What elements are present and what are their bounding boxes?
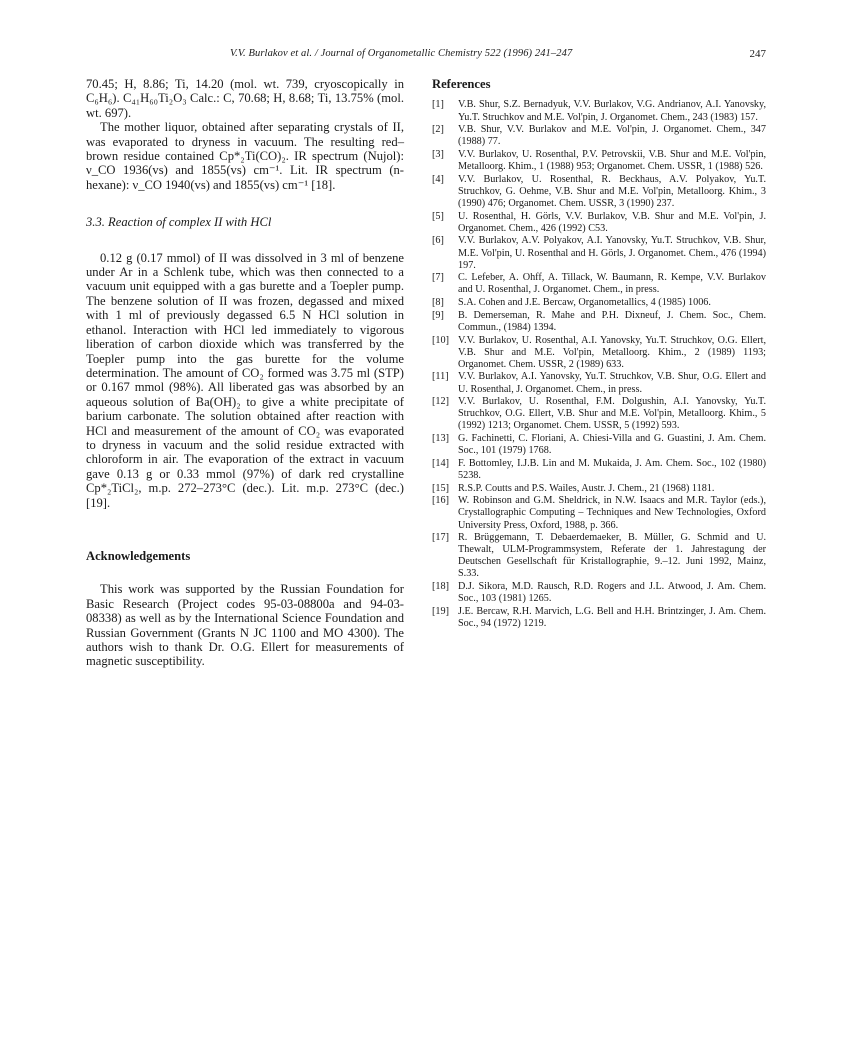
reference-text: W. Robinson and G.M. Sheldrick, in N.W. Isaacs and M.R. Taylor (eds.), Crystallographic Computing – Techniques and New Technologies, Oxford University Press, Oxford, 1988, p. 366. — [458, 495, 766, 531]
reference-text: V.B. Shur, V.V. Burlakov and M.E. Vol'pin, J. Organomet. Chem., 347 (1988) 77. — [458, 124, 766, 148]
reference-item — [432, 483, 766, 495]
acknowledgements-heading: Acknowledgements — [86, 548, 191, 563]
reference-text: V.B. Shur, S.Z. Bernadyuk, V.V. Burlakov, V.G. Andrianov, A.I. Yanovsky, Yu.T. Struchkov and M.E. Vol'pin, J. Organomet. Chem., 243 (1983) 157. — [458, 99, 766, 123]
reference-number: [6] — [432, 235, 444, 247]
reference-item — [432, 396, 766, 432]
reference-text: J.E. Bercaw, R.H. Marvich, L.G. Bell and H.H. Brintzinger, J. Am. Chem. Soc., 94 (1972) 1219. — [458, 605, 766, 630]
reference-item — [432, 532, 766, 580]
reference-number: [16] — [432, 495, 449, 507]
references-heading: References — [432, 77, 491, 91]
left-column — [86, 77, 404, 669]
reference-number: [19] — [432, 605, 449, 617]
reference-item — [432, 174, 766, 210]
reference-number: [18] — [432, 581, 449, 593]
reference-item — [432, 371, 766, 395]
reference-number: [4] — [432, 173, 444, 185]
reference-item — [432, 235, 766, 271]
reference-item — [432, 99, 766, 123]
reference-list — [432, 99, 766, 630]
section-heading: 3.3. Reaction of complex II with HCl — [86, 215, 272, 230]
reference-number: [12] — [432, 396, 449, 408]
reference-number: [1] — [432, 99, 444, 111]
reference-number: [3] — [432, 148, 444, 160]
reference-text: R.S.P. Coutts and P.S. Wailes, Austr. J. Chem., 21 (1968) 1181. — [458, 482, 715, 494]
reference-text: F. Bottomley, I.J.B. Lin and M. Mukaida, J. Am. Chem. Soc., 102 (1980) 5238. — [458, 457, 766, 481]
running-head: V.V. Burlakov et al. / Journal of Organometallic Chemistry 522 (1996) 241–247 — [230, 48, 573, 59]
reference-number: [10] — [432, 334, 449, 346]
page-number: 247 — [749, 48, 766, 60]
reference-text: V.V. Burlakov, A.V. Polyakov, A.I. Yanovsky, Yu.T. Struchkov, V.B. Shur, M.E. Vol'pin, U. Rosenthal and H. Görls, J. Organomet. Chem., 476 (1994) 197. — [458, 235, 766, 271]
reference-item — [432, 581, 766, 605]
body-paragraph-1: 70.45; H, 8.86; Ti, 14.20 (mol. wt. 739, cryoscopically in C₆H₆). C₄₁H₆₀Ti₂O₃ Calc.: C, 70.68; H, 8.68; Ti, 13.75% (mol. wt. 697). — [86, 77, 404, 120]
acknowledgements-text: This work was supported by the Russian Foundation for Basic Research (Project codes 95-03-08800a and 94-03-08338) as well as by the International Science Foundation and Russian Government (Grants N JC 1100 and MO 4300). The authors wish to thank Dr. O.G. Ellert for measurements of magnetic susceptibility. — [86, 582, 404, 669]
body-paragraph-2: The mother liquor, obtained after separating crystals of II, was evaporated to dryness in vacuum. The resulting red–brown residue contained Cp*₂Ti(CO)₂. IR spectrum (Nujol): ν_CO 1936(vs) and 1855(vs) cm⁻¹. Lit. IR spectrum (n-hexane): ν_CO 1940(vs) and 1855(vs) cm⁻¹ [18]. — [86, 120, 404, 192]
reference-text: V.V. Burlakov, U. Rosenthal, F.M. Dolgushin, A.I. Yanovsky, Yu.T. Struchkov, O.G. Ellert, V.B. Shur and M.E. Vol'pin, Metalloorg. Khim., 5 (1992) 1213; Organomet. Chem. USSR, 5 (1992) 593. — [458, 396, 766, 432]
reference-text: V.V. Burlakov, A.I. Yanovsky, Yu.T. Struchkov, V.B. Shur, O.G. Ellert and U. Rosenthal, J. Organomet. Chem., in press. — [458, 371, 766, 395]
page-header — [80, 48, 768, 64]
reference-number: [14] — [432, 457, 449, 469]
reference-item — [432, 335, 766, 371]
reference-item — [432, 433, 766, 457]
reference-text: V.V. Burlakov, U. Rosenthal, P.V. Petrovskii, V.B. Shur and M.E. Vol'pin, Metalloorg. Khim., 1 (1988) 953; Organomet. Chem. USSR, 1 (1988) 526. — [458, 148, 766, 173]
reference-number: [13] — [432, 433, 449, 445]
right-column — [432, 77, 766, 631]
reference-number: [7] — [432, 272, 444, 284]
reference-text: B. Demerseman, R. Mahe and P.H. Dixneuf, J. Chem. Soc., Chem. Commun., (1984) 1394. — [458, 309, 766, 333]
reference-text: V.V. Burlakov, U. Rosenthal, A.I. Yanovsky, Yu.T. Struchkov, O.G. Ellert, V.B. Shur and M.E. Vol'pin, Metalloorg. Khim., 2 (1989) 1193; Organomet. Chem. USSR, 2 (1989) 633. — [458, 334, 766, 370]
reference-text: R. Brüggemann, T. Debaerdemaeker, B. Müller, G. Schmid and U. Thewalt, ULM-Programmsystem, Referate der 1. Jahrestagung der Deutschen Gesellschaft für Kristallographie, 9.–12. Juni 1992, Mainz, S.33. — [458, 532, 766, 580]
reference-item — [432, 272, 766, 296]
reference-number: [17] — [432, 532, 449, 544]
reference-text: G. Fachinetti, C. Floriani, A. Chiesi-Villa and G. Guastini, J. Am. Chem. Soc., 101 (1979) 1768. — [458, 433, 766, 457]
reference-text: V.V. Burlakov, U. Rosenthal, R. Beckhaus, A.V. Polyakov, Yu.T. Struchkov, G. Oehme, V.B. Shur and M.E. Vol'pin, Metalloorg. Khim., 3 (1990) 476; Organomet. Chem. USSR, 3 (1990) 237. — [458, 173, 766, 209]
reference-number: [15] — [432, 482, 449, 494]
reference-item — [432, 124, 766, 148]
reference-number: [9] — [432, 309, 444, 321]
reference-number: [11] — [432, 371, 449, 383]
reference-item — [432, 297, 766, 309]
reference-item — [432, 149, 766, 173]
reference-item — [432, 211, 766, 235]
reference-item — [432, 458, 766, 482]
reference-item — [432, 310, 766, 334]
reference-text: S.A. Cohen and J.E. Bercaw, Organometallics, 4 (1985) 1006. — [458, 297, 711, 309]
body-paragraph-3: 0.12 g (0.17 mmol) of II was dissolved in 3 ml of benzene under Ar in a Schlenk tube, which was then connected to a vacuum unit equipped with a gas burette and a Toepler pump. The benzene solution of II was frozen, degassed and mixed with 1 ml of previously degassed 6.5 N HCl solution in ethanol. Interaction with HCl led immediately to vigorous liberation of carbon dioxide which was transferred by the Toepler pump into the gas burette for the volume determination. The amount of CO₂ formed was 3.75 ml (STP) or 0.167 mmol (98%). All liberated gas was absorbed by an aqueous solution of Ba(OH)₂ to give a white precipitate of barium carbonate. The solution obtained after reaction with HCl and measurement of the amount of CO₂ was evaporated to dryness in vacuum and the solid residue extracted with chloroform in air. The evaporation of the extract in vacuum gave 0.13 g or 0.33 mmol (97%) of dark red crystalline Cp*₂TiCl₂, m.p. 272–273°C (dec.). Lit. m.p. 273°C (dec.) [19]. — [86, 250, 404, 510]
reference-number: [2] — [432, 124, 444, 136]
reference-text: U. Rosenthal, H. Görls, V.V. Burlakov, V.B. Shur and M.E. Vol'pin, J. Organomet. Chem., 426 (1992) C53. — [458, 210, 766, 234]
reference-text: D.J. Sikora, M.D. Rausch, R.D. Rogers and J.L. Atwood, J. Am. Chem. Soc., 103 (1981) 1265. — [458, 581, 766, 605]
reference-text: C. Lefeber, A. Ohff, A. Tillack, W. Baumann, R. Kempe, V.V. Burlakov and U. Rosenthal, J. Organomet. Chem., in press. — [458, 272, 766, 296]
reference-number: [8] — [432, 297, 444, 309]
reference-number: [5] — [432, 210, 444, 222]
reference-item — [432, 495, 766, 531]
reference-item — [432, 606, 766, 630]
